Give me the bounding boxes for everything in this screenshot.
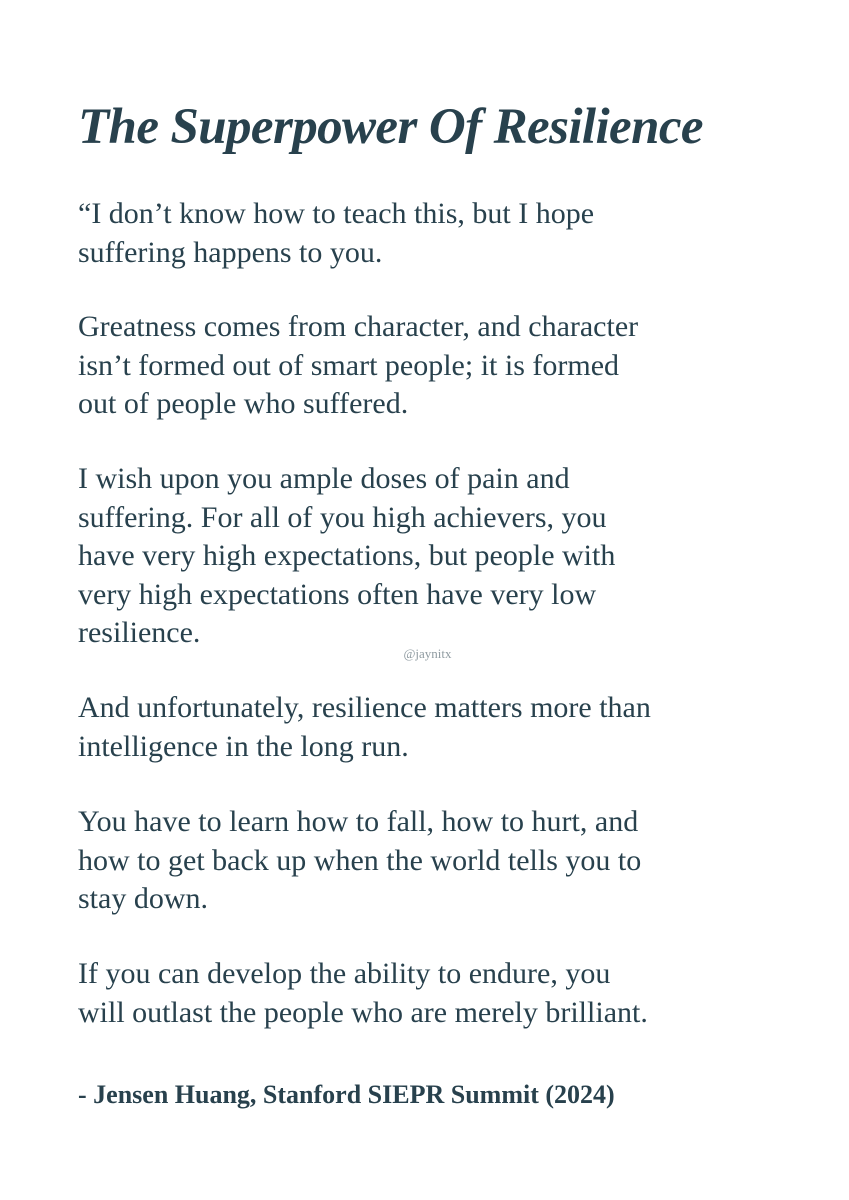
paragraph-line: suffering happens to you.	[78, 235, 383, 269]
quote-paragraph-4	[78, 689, 778, 766]
paragraph-line: out of people who suffered.	[78, 387, 409, 420]
paragraph-line: how to get back up when the world tells you to	[78, 843, 642, 877]
quote-paragraph-3	[78, 460, 778, 653]
paragraph-line: I wish upon you ample doses of pain and	[78, 462, 570, 495]
paragraph-line: And unfortunately, resilience matters more than	[78, 691, 651, 724]
paragraph-line: isn’t formed out of smart people; it is formed	[78, 348, 620, 382]
quote-paragraph-5	[78, 803, 778, 919]
paragraph-line: intelligence in the long run.	[78, 729, 409, 763]
paragraph-line: resilience.	[78, 616, 201, 649]
paragraph-line: You have to learn how to fall, how to hurt, and	[78, 805, 639, 838]
paragraph-line: suffering. For all of you high achievers, you	[78, 500, 607, 534]
watermark-handle: @jaynitx	[403, 646, 452, 661]
paragraph-line: very high expectations often have very low	[78, 577, 597, 611]
paragraph-line: “I don’t know how to teach this, but I hope	[78, 197, 595, 230]
page-title: The Superpower Of Resilience	[78, 99, 703, 155]
paragraph-line: If you can develop the ability to endure, you	[78, 957, 611, 990]
paragraph-line: will outlast the people who are merely brilliant.	[78, 995, 648, 1029]
quote-paragraph-1	[78, 195, 778, 272]
paragraph-line: Greatness comes from character, and character	[78, 310, 639, 343]
quote-paragraph-2	[78, 308, 778, 424]
paragraph-line: stay down.	[78, 882, 208, 915]
paragraph-line: have very high expectations, but people with	[78, 539, 616, 572]
quote-attribution: - Jensen Huang, Stanford SIEPR Summit (2024)	[78, 1080, 615, 1109]
quote-paragraph-6	[78, 955, 778, 1032]
